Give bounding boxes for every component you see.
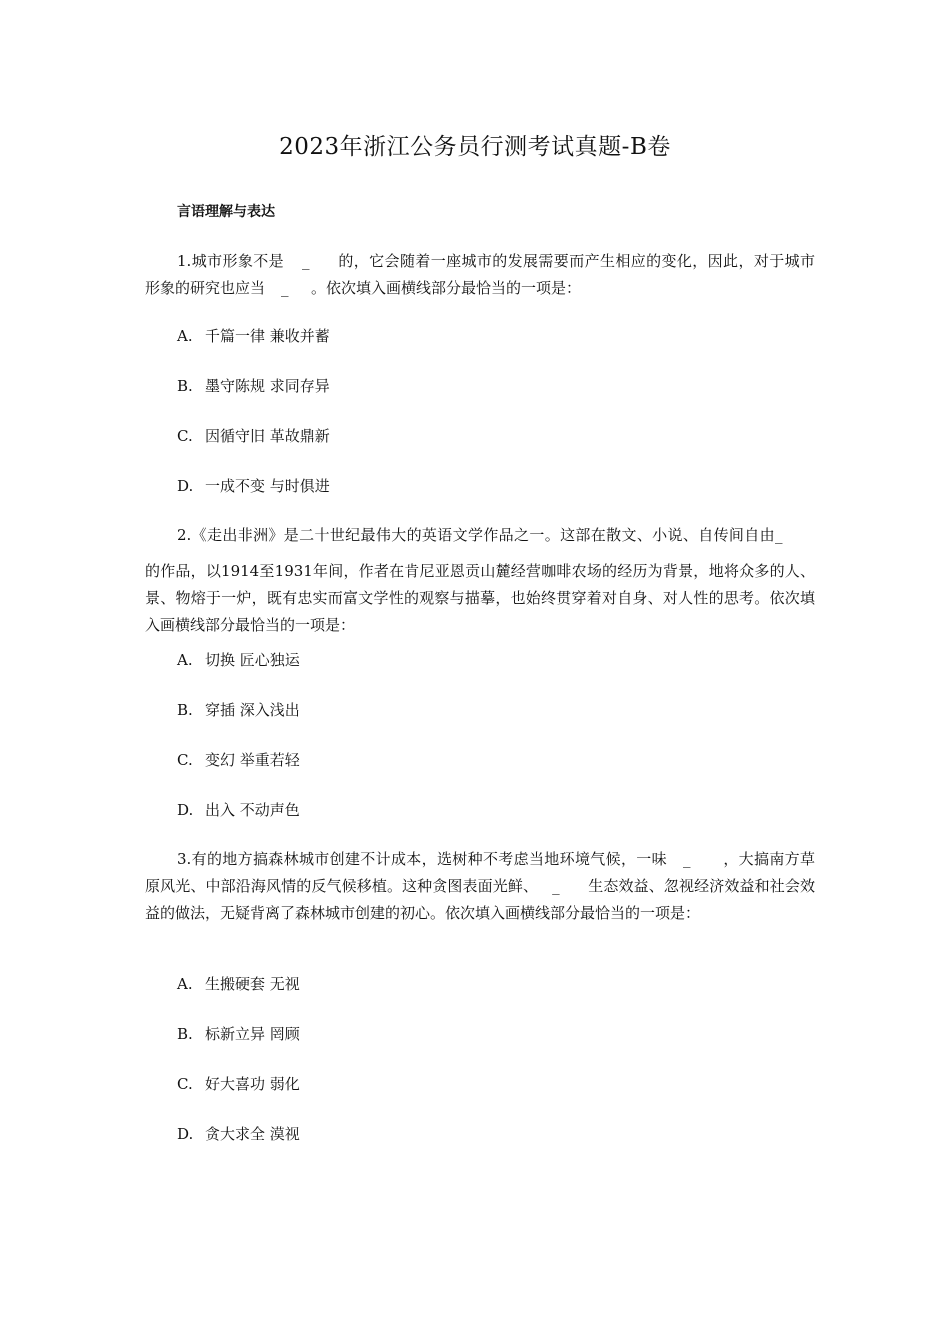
question-3-option-c [177,1072,300,1096]
option-text: 穿插 深入浅出 [205,701,300,719]
option-text: 墨守陈规 求同存异 [205,377,330,395]
question-1-blank-2: _ [281,279,289,297]
page-title: 2023年浙江公务员行测考试真题-B卷 [279,134,671,160]
option-letter: D. [177,1125,194,1143]
option-letter: D. [177,801,194,819]
question-2-option-b [177,698,300,722]
question-1-option-d [177,474,330,498]
option-text: 标新立异 罔顾 [205,1025,300,1043]
option-letter: D. [177,477,194,495]
option-letter: C. [177,427,193,445]
question-2-stem-text: 的作品，以1914至1931年间，作者在肯尼亚恩贡山麓经营咖啡农场的经历为背景， [145,562,709,580]
question-3-blank-1: _ [682,850,691,868]
option-letter: B. [177,377,193,395]
question-3-stem-text: 3.有的地方搞森林城市创建不计成本，选树种不考虑当地环境气候，一味 [177,850,667,868]
question-1-option-c [177,424,330,448]
question-1-option-a [177,324,330,348]
option-text: 一成不变 与时俱进 [205,477,330,495]
question-3-stem [145,846,815,927]
option-letter: A. [177,327,193,345]
question-1-stem [145,248,815,302]
section-heading: 言语理解与表达 [177,204,275,220]
option-text: 出入 不动声色 [205,801,300,819]
question-3-blank-2: _ [552,877,560,895]
option-text: 因循守旧 革故鼎新 [205,427,330,445]
question-2-stem-text: 地将众多的人、景、物熔于一炉，既有忠实而富文学性的观察与描摹，也始终贯穿着对自身、对人性的思考。依次填入画横线部分最恰当的一项是： [145,562,815,634]
question-2-option-c [177,748,300,772]
option-text: 贪大求全 漠视 [205,1125,300,1143]
question-3-option-b [177,1022,300,1046]
question-1-stem-text: 的，它会随着一座城市的发展需要而产生相应的变化，因此，对于城市形象的研究也应当 [145,252,815,297]
question-3-option-a [177,972,300,996]
question-2-option-d [177,798,300,822]
option-letter: C. [177,751,193,769]
option-letter: B. [177,1025,193,1043]
option-text: 变幻 举重若轻 [205,751,300,769]
question-2-stem-text: 2.《走出非洲》是二十世纪最伟大的英语文学作品之一。这部在散文、小说、自传间自由 [177,526,775,544]
question-1-stem-text: 。依次填入画横线部分最恰当的一项是： [311,279,582,297]
question-3-option-d [177,1122,300,1146]
question-1-option-b [177,374,330,398]
question-2-option-a [177,648,300,672]
question-1-blank-1: _ [302,252,310,270]
question-1-stem-text: 1.城市形象不是 [177,252,285,270]
option-letter: A. [177,975,193,993]
option-letter: A. [177,651,193,669]
question-3-stem-text: 生态效益、忽视经济效益和社会效益的做法，无疑背离了森林城市创建的初心。依次填入画横线部分最恰当的一项是： [145,877,815,922]
question-3-stem-text: ，大搞南方草原风光、中部沿海风情的反气候移植。这种贪图表面光鲜、 [145,850,815,895]
option-text: 好大喜功 弱化 [205,1075,300,1093]
question-2-blank-1: _ [775,526,783,544]
option-text: 切换 匠心独运 [205,651,300,669]
option-letter: C. [177,1075,193,1093]
option-text: 千篇一律 兼收并蓄 [205,327,330,345]
option-text: 生搬硬套 无视 [205,975,300,993]
question-2-stem [145,522,815,639]
option-letter: B. [177,701,193,719]
